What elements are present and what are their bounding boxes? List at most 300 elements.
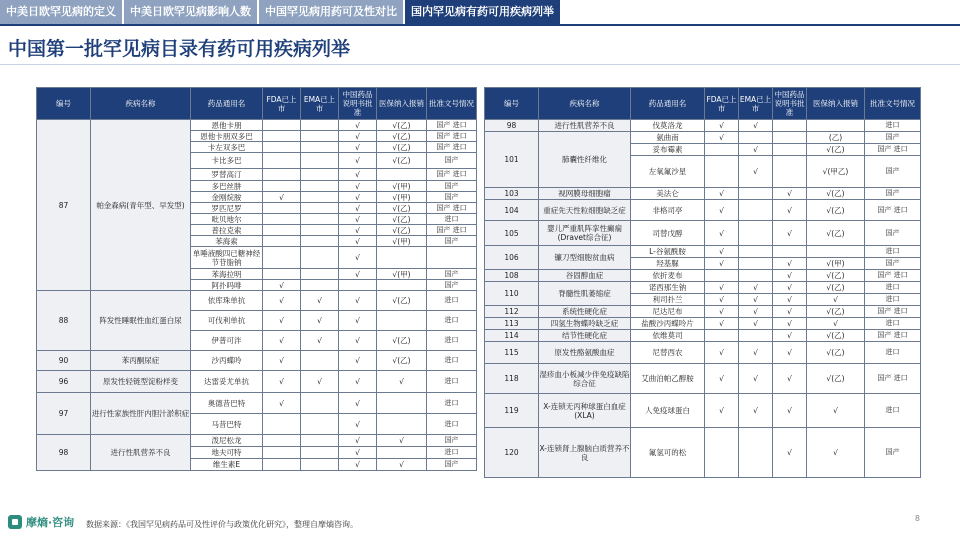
drug-name: 奥德昔巴特: [191, 393, 263, 414]
fda-cell: [263, 181, 301, 192]
page-title: 中国第一批罕见病目录有药可用疾病列举: [8, 38, 351, 60]
approval-cell: 进口: [427, 447, 477, 459]
insurance-cell: √: [807, 318, 865, 330]
table-row: [485, 132, 921, 144]
ema-cell: [301, 447, 339, 459]
ema-cell: [301, 393, 339, 414]
insurance-cell: [377, 447, 427, 459]
insurance-cell: (乙): [807, 132, 865, 144]
insurance-cell: √: [807, 294, 865, 306]
cn-cell: √: [339, 214, 377, 225]
disease-name: 帕金森病(青年型、早发型): [91, 120, 191, 291]
disease-id: 104: [485, 200, 539, 221]
ema-cell: [301, 414, 339, 435]
disease-name: 阵发性睡眠性血红蛋白尿: [91, 291, 191, 351]
disease-id: 110: [485, 282, 539, 306]
disease-id: 96: [37, 371, 91, 393]
fda-cell: [263, 153, 301, 169]
ema-cell: [301, 236, 339, 247]
fda-cell: √: [263, 311, 301, 331]
table-row: [485, 306, 921, 318]
drug-name: 地夫可特: [191, 447, 263, 459]
header-ema: EMA已上市: [301, 88, 339, 120]
ema-cell: [301, 142, 339, 153]
cn-cell: √: [773, 294, 807, 306]
drug-name: 罗替高汀: [191, 169, 263, 181]
approval-cell: 进口: [427, 371, 477, 393]
ema-cell: [739, 246, 773, 258]
right-disease-table: [484, 87, 921, 478]
table-row: [485, 246, 921, 258]
cn-cell: √: [339, 459, 377, 471]
disease-name: 肺囊性纤维化: [539, 132, 631, 188]
drug-name: 氨曲南: [631, 132, 705, 144]
insurance-cell: √: [377, 435, 427, 447]
fda-cell: [263, 236, 301, 247]
approval-cell: [427, 247, 477, 269]
ema-cell: [301, 131, 339, 142]
insurance-cell: √: [377, 459, 427, 471]
cn-cell: √: [339, 153, 377, 169]
approval-cell: 国产 进口: [427, 131, 477, 142]
fda-cell: √: [705, 188, 739, 200]
fda-cell: √: [705, 246, 739, 258]
drug-name: 泼尼松龙: [191, 435, 263, 447]
header-insurance: 医保纳入报销: [377, 88, 427, 120]
fda-cell: √: [263, 331, 301, 351]
disease-id: 113: [485, 318, 539, 330]
fda-cell: [263, 459, 301, 471]
approval-cell: 国产: [865, 132, 921, 144]
cn-cell: √: [773, 330, 807, 342]
drug-name: 普拉克索: [191, 225, 263, 236]
fda-cell: [263, 414, 301, 435]
disease-name: 系统性硬化症: [539, 306, 631, 318]
fda-cell: [263, 142, 301, 153]
fda-cell: √: [705, 306, 739, 318]
ema-cell: √: [301, 291, 339, 311]
drug-name: 诺西那生钠: [631, 282, 705, 294]
table-row: [485, 200, 921, 221]
ema-cell: [301, 351, 339, 371]
approval-cell: 国产 进口: [427, 120, 477, 131]
insurance-cell: [807, 246, 865, 258]
cn-cell: √: [773, 188, 807, 200]
drug-name: L-谷氨酰胺: [631, 246, 705, 258]
disease-name: 重症先天性粒细胞缺乏症: [539, 200, 631, 221]
ema-cell: √: [739, 342, 773, 364]
insurance-cell: √(乙): [807, 364, 865, 394]
drug-name: 非格司亭: [631, 200, 705, 221]
insurance-cell: √(乙): [377, 291, 427, 311]
ema-cell: [301, 225, 339, 236]
disease-id: 114: [485, 330, 539, 342]
drug-name: 人免疫球蛋白: [631, 394, 705, 428]
disease-id: 119: [485, 394, 539, 428]
fda-cell: √: [705, 200, 739, 221]
approval-cell: 进口: [865, 318, 921, 330]
approval-cell: 国产: [865, 156, 921, 188]
tab-definition[interactable]: 中美日欧罕见病的定义: [0, 0, 122, 24]
ema-cell: √: [739, 282, 773, 294]
table-row: [485, 221, 921, 246]
insurance-cell: [377, 280, 427, 291]
approval-cell: 国产: [427, 153, 477, 169]
disease-name: 婴儿严重肌阵挛性癫痫(Dravet综合征): [539, 221, 631, 246]
drug-name: 艾曲泊帕乙醇胺: [631, 364, 705, 394]
approval-cell: 进口: [865, 120, 921, 132]
fda-cell: √: [263, 280, 301, 291]
insurance-cell: √(乙): [377, 153, 427, 169]
approval-cell: 进口: [865, 342, 921, 364]
disease-name: 苯丙酮尿症: [91, 351, 191, 371]
header-disease: 疾病名称: [91, 88, 191, 120]
ema-cell: [301, 269, 339, 280]
ema-cell: √: [739, 318, 773, 330]
tab-treatable-diseases[interactable]: 国内罕见病有药可用疾病列举: [405, 0, 560, 24]
tab-underline: [0, 24, 960, 26]
cn-cell: √: [339, 331, 377, 351]
cn-cell: √: [773, 282, 807, 294]
ema-cell: √: [739, 306, 773, 318]
disease-id: 87: [37, 120, 91, 291]
ema-cell: [739, 270, 773, 282]
insurance-cell: √(甲): [377, 236, 427, 247]
logo-icon: [8, 515, 22, 529]
approval-cell: 国产: [865, 428, 921, 478]
ema-cell: [739, 428, 773, 478]
fda-cell: [263, 131, 301, 142]
approval-cell: 国产: [427, 435, 477, 447]
cn-cell: √: [773, 306, 807, 318]
disease-name: X-连锁肾上腺脑白质营养不良: [539, 428, 631, 478]
ema-cell: √: [739, 156, 773, 188]
fda-cell: [705, 428, 739, 478]
disease-id: 98: [37, 435, 91, 471]
ema-cell: √: [301, 331, 339, 351]
disease-id: 112: [485, 306, 539, 318]
fda-cell: √: [705, 294, 739, 306]
drug-name: 卡左双多巴: [191, 142, 263, 153]
approval-cell: 国产 进口: [865, 144, 921, 156]
fda-cell: √: [705, 120, 739, 132]
cn-cell: √: [773, 258, 807, 270]
ema-cell: [301, 214, 339, 225]
disease-name: 视网膜母细胞瘤: [539, 188, 631, 200]
header-approval: 批准文号情况: [427, 88, 477, 120]
title-divider: [0, 64, 960, 65]
ema-cell: [301, 280, 339, 291]
fda-cell: √: [705, 258, 739, 270]
insurance-cell: √(甲): [377, 192, 427, 203]
header-fda: FDA已上市: [263, 88, 301, 120]
cn-cell: √: [339, 435, 377, 447]
cn-cell: √: [339, 247, 377, 269]
header-drug: 药品通用名: [631, 88, 705, 120]
disease-id: 118: [485, 364, 539, 394]
disease-name: 进行性肌营养不良: [539, 120, 631, 132]
insurance-cell: √(乙): [807, 200, 865, 221]
fda-cell: [263, 447, 301, 459]
fda-cell: [263, 120, 301, 131]
cn-cell: √: [773, 342, 807, 364]
drug-name: 羟基脲: [631, 258, 705, 270]
drug-name: 左氧氟沙星: [631, 156, 705, 188]
drug-name: 阿扑吗啡: [191, 280, 263, 291]
tab-drug-accessibility[interactable]: 中国罕见病用药可及性对比: [259, 0, 403, 24]
disease-name: 谷固醇血症: [539, 270, 631, 282]
ema-cell: √: [739, 394, 773, 428]
ema-cell: [301, 247, 339, 269]
drug-name: 依折麦布: [631, 270, 705, 282]
disease-name: 湿疹血小板减少伴免疫缺陷综合征: [539, 364, 631, 394]
cn-cell: √: [773, 394, 807, 428]
approval-cell: 国产: [865, 258, 921, 270]
insurance-cell: √(乙): [807, 270, 865, 282]
drug-name: 依库珠单抗: [191, 291, 263, 311]
fda-cell: [263, 247, 301, 269]
insurance-cell: √(乙): [377, 225, 427, 236]
ema-cell: [301, 153, 339, 169]
drug-name: 盐酸沙丙蝶呤片: [631, 318, 705, 330]
logo-text: 摩熵·咨询: [26, 516, 75, 529]
cn-cell: √: [339, 142, 377, 153]
fda-cell: √: [705, 282, 739, 294]
cn-cell: √: [339, 169, 377, 181]
approval-cell: 国产 进口: [427, 169, 477, 181]
insurance-cell: √(乙): [377, 142, 427, 153]
drug-name: 苯海拉明: [191, 269, 263, 280]
drug-name: 伐莫洛龙: [631, 120, 705, 132]
drug-name: 利司扑兰: [631, 294, 705, 306]
approval-cell: 国产 进口: [865, 270, 921, 282]
ema-cell: √: [301, 371, 339, 393]
insurance-cell: √: [807, 394, 865, 428]
header-id: 编号: [485, 88, 539, 120]
table-row: [37, 393, 477, 414]
disease-id: 90: [37, 351, 91, 371]
disease-id: 101: [485, 132, 539, 188]
insurance-cell: √(乙): [377, 351, 427, 371]
tab-affected-population[interactable]: 中美日欧罕见病影响人数: [124, 0, 257, 24]
approval-cell: 国产 进口: [865, 330, 921, 342]
table-row: [37, 120, 477, 131]
disease-name: 进行性家族性肝内胆汁淤积症: [91, 393, 191, 435]
insurance-cell: [377, 414, 427, 435]
fda-cell: √: [705, 132, 739, 144]
insurance-cell: √: [807, 428, 865, 478]
insurance-cell: √(乙): [807, 144, 865, 156]
cn-cell: [339, 280, 377, 291]
insurance-cell: √(甲乙): [807, 156, 865, 188]
fda-cell: [705, 270, 739, 282]
drug-name: 美法仑: [631, 188, 705, 200]
tab-bar: [0, 0, 960, 24]
ema-cell: [301, 181, 339, 192]
insurance-cell: [377, 247, 427, 269]
approval-cell: 国产 进口: [865, 306, 921, 318]
approval-cell: 国产: [427, 236, 477, 247]
ema-cell: √: [739, 364, 773, 394]
approval-cell: 进口: [427, 351, 477, 371]
cn-cell: [773, 246, 807, 258]
table-row: [485, 428, 921, 478]
cn-cell: √: [339, 120, 377, 131]
table-row: [485, 342, 921, 364]
disease-name: X-连锁无丙种球蛋白血症(XLA): [539, 394, 631, 428]
drug-name: 妥布霉素: [631, 144, 705, 156]
drug-name: 金刚烷胺: [191, 192, 263, 203]
insurance-cell: √(乙): [807, 188, 865, 200]
insurance-cell: √(乙): [807, 342, 865, 364]
approval-cell: 进口: [865, 282, 921, 294]
disease-id: 97: [37, 393, 91, 435]
drug-name: 司替戊醇: [631, 221, 705, 246]
drug-name: 恩他卡朋: [191, 120, 263, 131]
ema-cell: [301, 435, 339, 447]
cn-cell: √: [339, 414, 377, 435]
table-row: [37, 435, 477, 447]
insurance-cell: [377, 169, 427, 181]
header-ema: EMA已上市: [739, 88, 773, 120]
approval-cell: 国产: [427, 181, 477, 192]
ema-cell: [739, 132, 773, 144]
cn-cell: √: [339, 447, 377, 459]
fda-cell: √: [705, 394, 739, 428]
drug-name: 马昔巴特: [191, 414, 263, 435]
header-cn-label: 中国药品说明书批准: [773, 88, 807, 120]
fda-cell: [263, 203, 301, 214]
header-insurance: 医保纳入报销: [807, 88, 865, 120]
fda-cell: √: [263, 371, 301, 393]
ema-cell: √: [739, 144, 773, 156]
right-header-row: [485, 88, 921, 120]
cn-cell: √: [773, 364, 807, 394]
cn-cell: √: [773, 270, 807, 282]
fda-cell: [263, 214, 301, 225]
source-note: 数据来源：《我国罕见病药品可及性评价与政策优化研究》，整理自摩熵咨询。: [86, 520, 358, 529]
insurance-cell: √(乙): [807, 282, 865, 294]
disease-id: 108: [485, 270, 539, 282]
disease-id: 105: [485, 221, 539, 246]
footer-logo: [8, 514, 74, 530]
table-row: [485, 318, 921, 330]
ema-cell: [739, 330, 773, 342]
drug-name: 恩他卡朋双多巴: [191, 131, 263, 142]
table-row: [37, 371, 477, 393]
fda-cell: [263, 169, 301, 181]
disease-name: 原发性轻链型淀粉样变: [91, 371, 191, 393]
header-drug: 药品通用名: [191, 88, 263, 120]
approval-cell: 国产 进口: [427, 142, 477, 153]
cn-cell: √: [339, 203, 377, 214]
approval-cell: 国产 进口: [427, 203, 477, 214]
cn-cell: √: [773, 200, 807, 221]
header-cn-label: 中国药品说明书批准: [339, 88, 377, 120]
cn-cell: √: [773, 428, 807, 478]
cn-cell: √: [339, 291, 377, 311]
table-row: [37, 351, 477, 371]
table-row: [485, 188, 921, 200]
ema-cell: √: [301, 311, 339, 331]
cn-cell: [773, 132, 807, 144]
left-header-row: [37, 88, 477, 120]
fda-cell: √: [263, 351, 301, 371]
ema-cell: [301, 203, 339, 214]
approval-cell: 国产: [427, 192, 477, 203]
approval-cell: 进口: [427, 291, 477, 311]
fda-cell: √: [705, 221, 739, 246]
table-row: [485, 282, 921, 294]
drug-name: 苯海索: [191, 236, 263, 247]
disease-name: 原发性酪氨酸血症: [539, 342, 631, 364]
ema-cell: [301, 192, 339, 203]
drug-name: 维生素E: [191, 459, 263, 471]
fda-cell: √: [263, 192, 301, 203]
disease-id: 88: [37, 291, 91, 351]
ema-cell: [301, 169, 339, 181]
ema-cell: [739, 200, 773, 221]
approval-cell: 国产: [427, 269, 477, 280]
disease-name: 四氢生物蝶呤缺乏症: [539, 318, 631, 330]
drug-name: 可伐利单抗: [191, 311, 263, 331]
cn-cell: √: [339, 351, 377, 371]
disease-name: 镰刀型细胞贫血病: [539, 246, 631, 270]
insurance-cell: √(乙): [377, 331, 427, 351]
insurance-cell: [377, 311, 427, 331]
cn-cell: √: [773, 221, 807, 246]
fda-cell: √: [263, 393, 301, 414]
table-row: [485, 120, 921, 132]
cn-cell: √: [339, 269, 377, 280]
cn-cell: √: [339, 371, 377, 393]
drug-name: 氟氢可的松: [631, 428, 705, 478]
drug-name: 沙丙蝶呤: [191, 351, 263, 371]
insurance-cell: [377, 393, 427, 414]
insurance-cell: √: [377, 371, 427, 393]
cn-cell: √: [339, 192, 377, 203]
drug-name: 达雷妥尤单抗: [191, 371, 263, 393]
ema-cell: [739, 258, 773, 270]
header-fda: FDA已上市: [705, 88, 739, 120]
drug-name: 多巴丝肼: [191, 181, 263, 192]
insurance-cell: √(乙): [807, 330, 865, 342]
insurance-cell: √(乙): [807, 221, 865, 246]
drug-name: 尼替西农: [631, 342, 705, 364]
insurance-cell: √(甲): [377, 181, 427, 192]
table-row: [485, 394, 921, 428]
disease-id: 120: [485, 428, 539, 478]
insurance-cell: [807, 120, 865, 132]
ema-cell: [301, 120, 339, 131]
disease-name: 结节性硬化症: [539, 330, 631, 342]
approval-cell: 国产: [427, 459, 477, 471]
fda-cell: [705, 144, 739, 156]
insurance-cell: √(乙): [377, 131, 427, 142]
ema-cell: √: [739, 294, 773, 306]
approval-cell: 国产: [427, 280, 477, 291]
table-row: [485, 364, 921, 394]
table-row: [485, 330, 921, 342]
cn-cell: √: [339, 393, 377, 414]
fda-cell: [705, 156, 739, 188]
page-number: 8: [914, 514, 920, 523]
fda-cell: √: [705, 318, 739, 330]
fda-cell: [263, 225, 301, 236]
fda-cell: √: [263, 291, 301, 311]
left-disease-table: [36, 87, 477, 471]
drug-name: 吡贝地尔: [191, 214, 263, 225]
